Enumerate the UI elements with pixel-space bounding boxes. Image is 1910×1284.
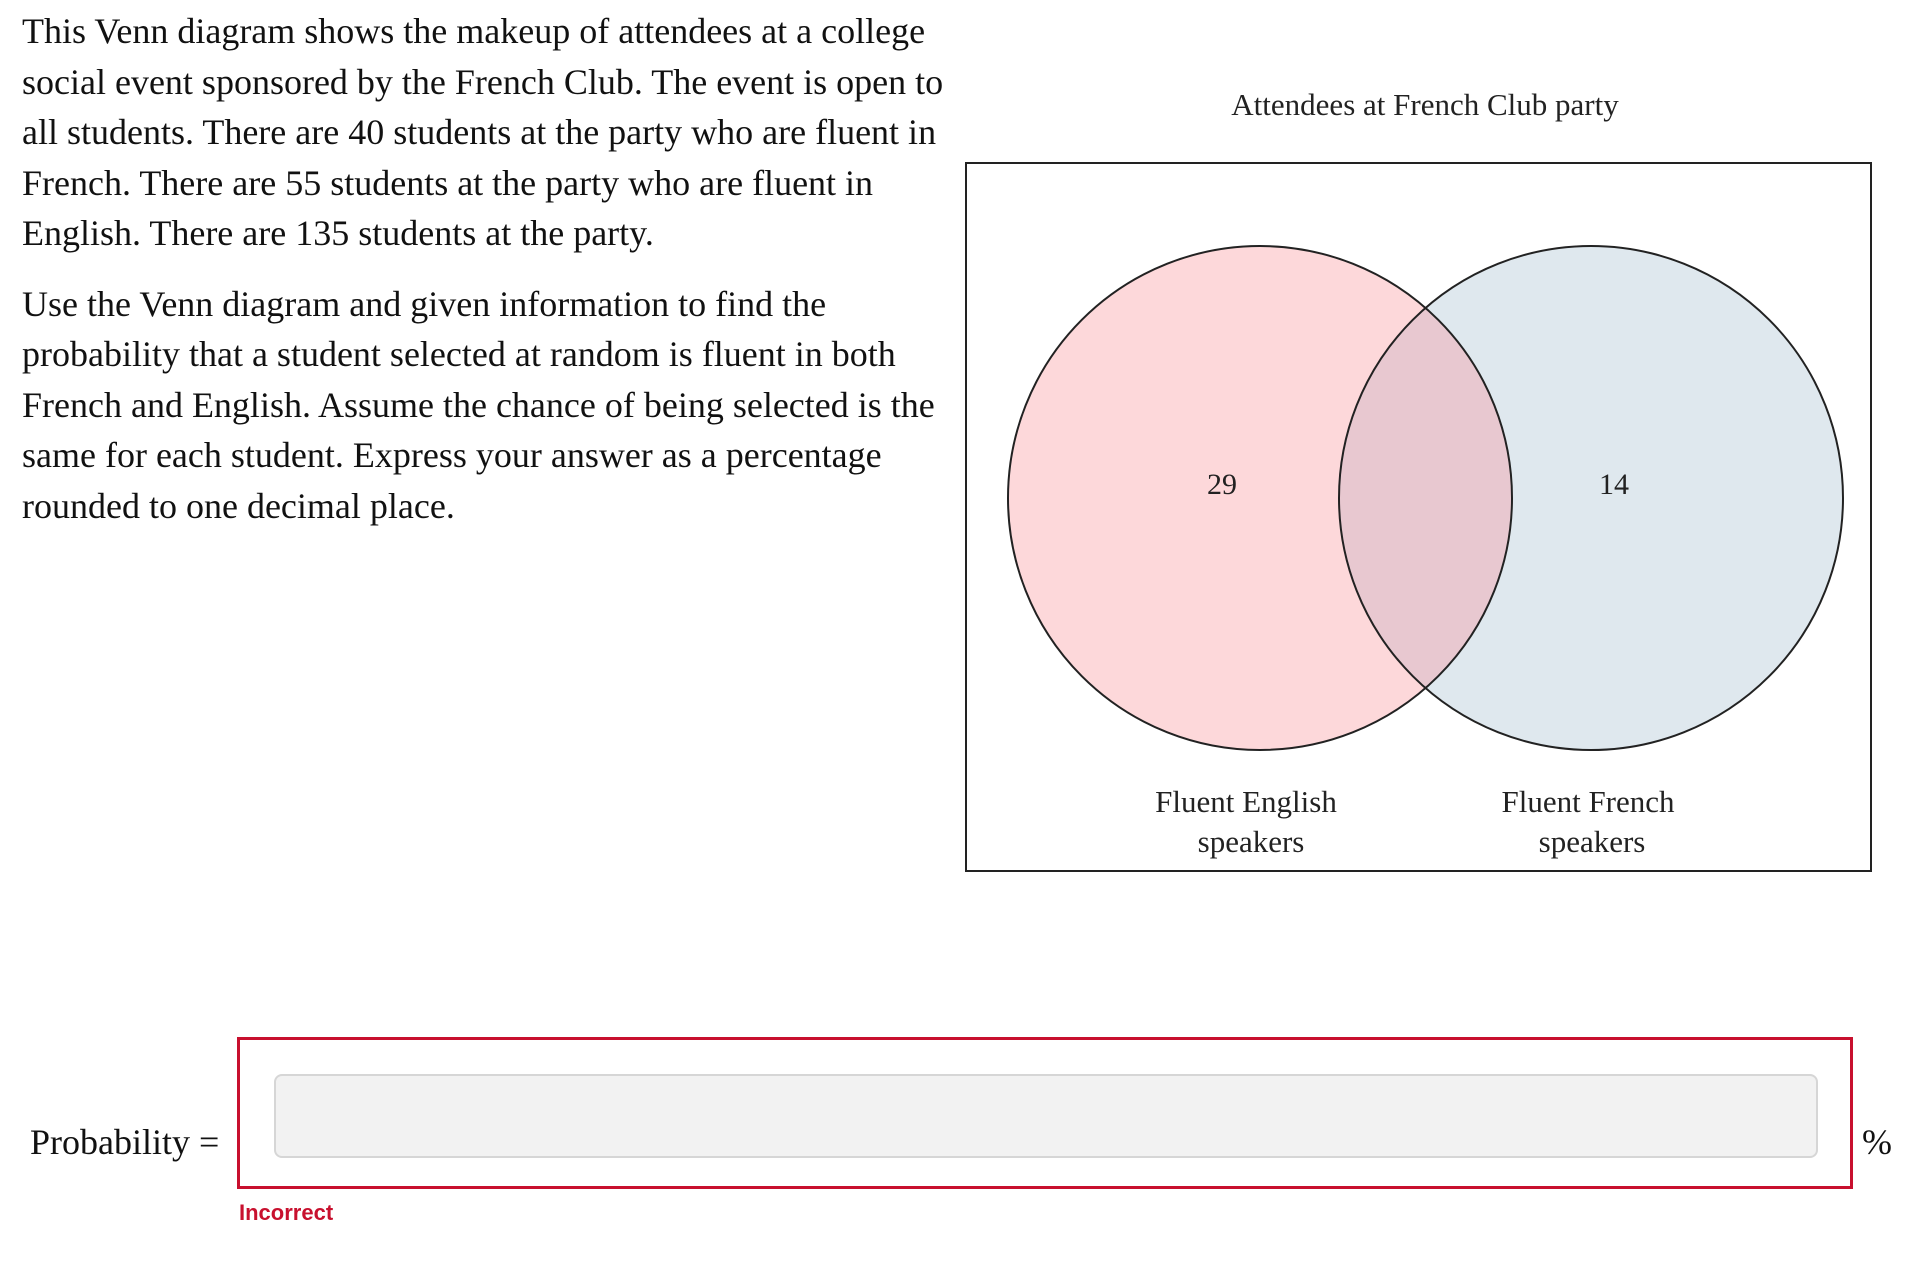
percent-unit: %: [1862, 1122, 1892, 1162]
answer-error-box: [237, 1037, 1853, 1189]
french-label-line2: speakers: [1538, 824, 1646, 859]
english-only-count: 29: [1207, 468, 1237, 501]
probability-label: Probability =: [30, 1122, 220, 1162]
french-only-count: 14: [1599, 468, 1629, 501]
feedback-incorrect: Incorrect: [239, 1200, 334, 1225]
answer-row: [0, 1037, 1910, 1225]
venn-diagram: [960, 80, 1890, 880]
english-label-line1: Fluent English: [1155, 784, 1337, 819]
question-paragraph-1: This Venn diagram shows the makeup of attendees at a college social event sponsored by the French Club. The event is open to all students. There are 40 students at the party who are fluent in French. There are 55 students at the party who are fluent in English. There are 135 students at the party.: [22, 11, 944, 253]
venn-title: Attendees at French Club party: [1231, 87, 1619, 122]
question-paragraph-2: Use the Venn diagram and given information to find the probability that a student selected at random is fluent in both French and English. Assume the chance of being selected is the same for each student. Express your answer as a percentage rounded to one decimal place.: [22, 283, 935, 526]
french-label-line1: Fluent French: [1501, 784, 1675, 819]
question-text: [22, 6, 962, 551]
probability-input[interactable]: [274, 1074, 1818, 1158]
english-label-line2: speakers: [1197, 824, 1305, 859]
